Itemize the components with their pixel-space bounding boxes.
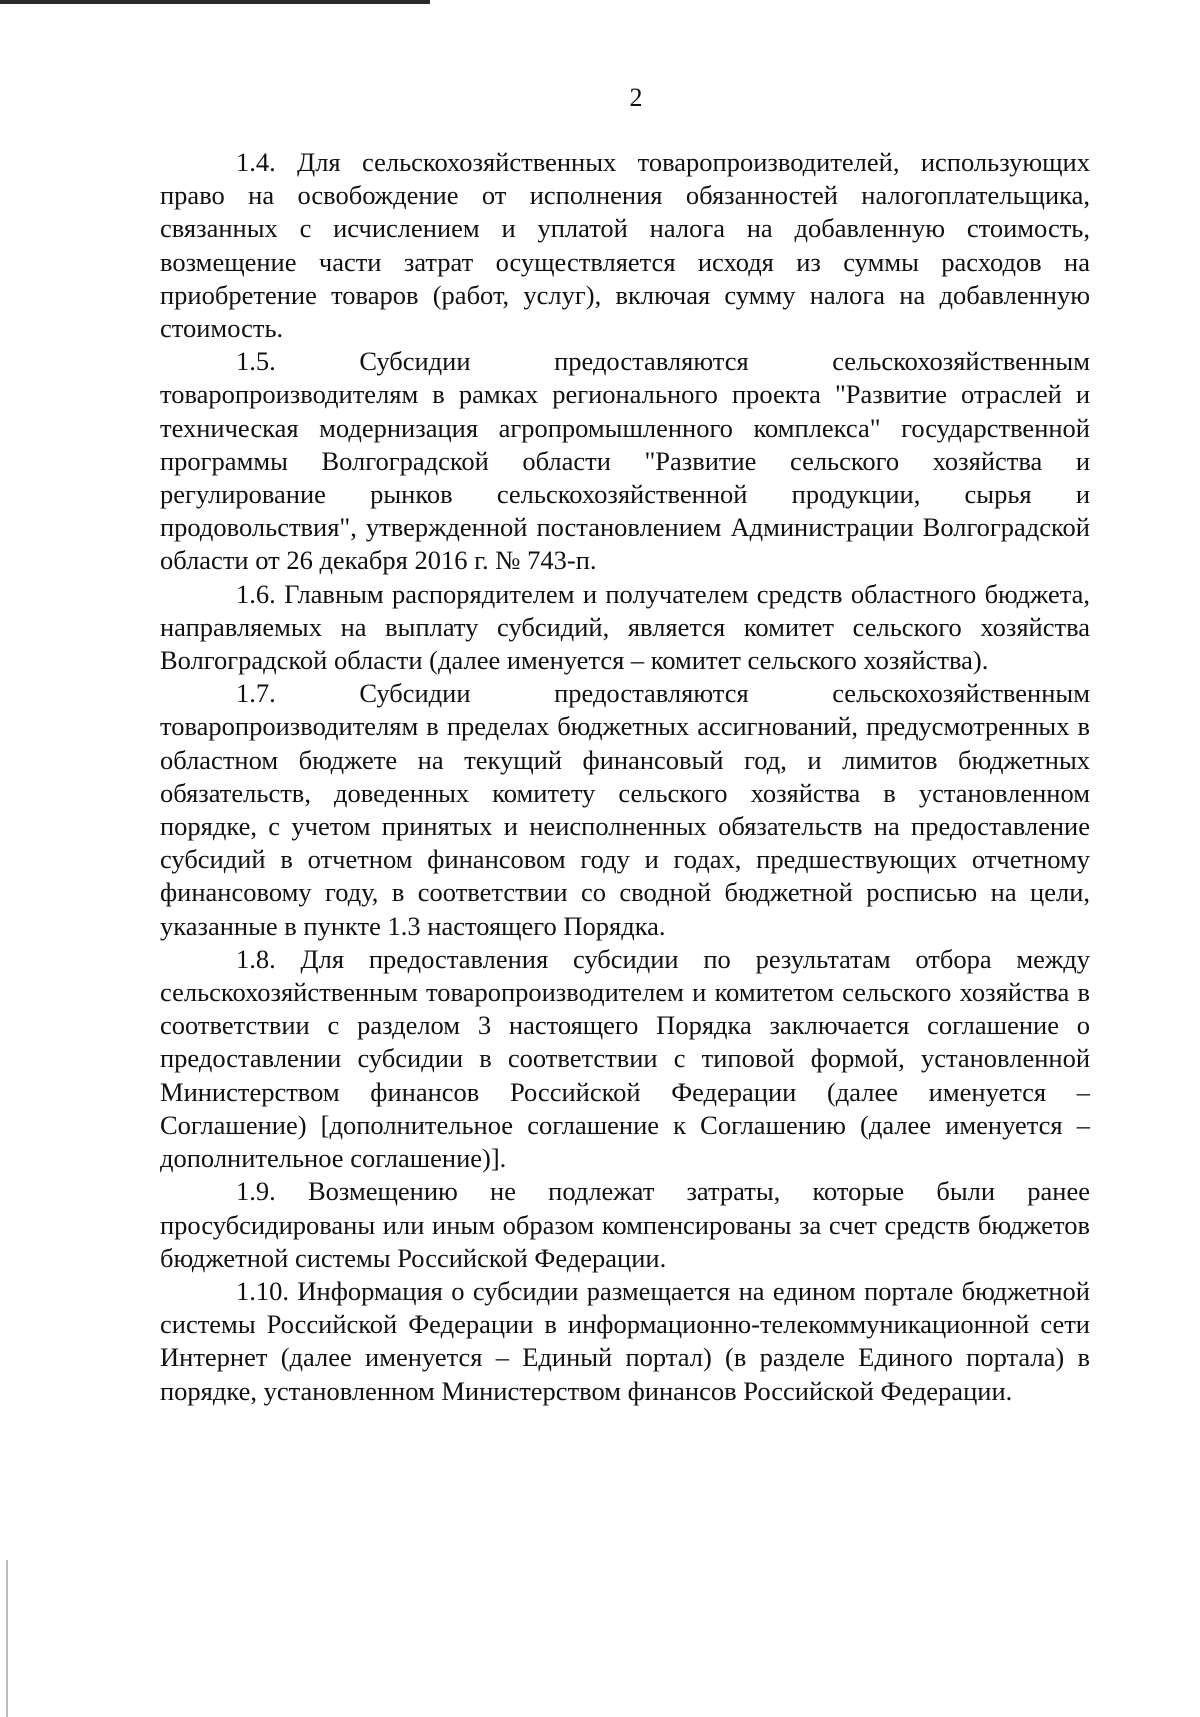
scan-edge-mark-left <box>6 1560 8 1717</box>
clause-1-8: 1.8. Для предоставления субсидии по результатам отбора между сельскохозяйственным товаропроизводителем и комитетом сельского хозяйства в соответствии с разделом 3 настоящего Порядка заключается соглашение о предоставлении субсидии в соответствии с типовой формой, установленной Министерством финансов Российской Федерации (далее именуется – Соглашение) [дополнительное соглашение к Соглашению (далее именуется – дополнительное соглашение)]. <box>160 943 1090 1174</box>
clause-1-6: 1.6. Главным распорядителем и получателем средств областного бюджета, направляемых на выплату субсидий, является комитет сельского хозяйства Волгоградской области (далее именуется – комитет сельского хозяйства). <box>160 578 1090 676</box>
page-number: 2 <box>629 83 643 112</box>
clause-1-7: 1.7. Субсидии предоставляются сельскохозяйственным товаропроизводителям в пределах бюджетных ассигнований, предусмотренных в областном бюджете на текущий финансовый год, и лимитов бюджетных обязательств, доведенных комитету сельского хозяйства в установленном порядке, с учетом принятых и неисполненных обязательств на предоставление субсидий в отчетном финансовом году и годах, предшествующих отчетному финансовому году, в соответствии со сводной бюджетной росписью на цели, указанные в пункте 1.3 настоящего Порядка. <box>160 678 1090 941</box>
scan-edge-mark-top <box>0 0 430 4</box>
clause-1-10: 1.10. Информация о субсидии размещается на едином портале бюджетной системы Российской Федерации в информационно-телекоммуникационной сети Интернет (далее именуется – Единый портал) (в разделе Единого портала) в порядке, установленном Министерством финансов Российской Федерации. <box>160 1275 1090 1406</box>
clause-1-5: 1.5. Субсидии предоставляются сельскохозяйственным товаропроизводителям в рамках регионального проекта "Развитие отраслей и техническая модернизация агропромышленного комплекса" государственной программы Волгоградской области "Развитие сельского хозяйства и регулирование рынков сельскохозяйственной продукции, сырья и продовольствия", утвержденной постановлением Администрации Волгоградской области от 26 декабря 2016 г. № 743-п. <box>160 346 1090 576</box>
document-page <box>160 80 1090 1408</box>
clause-1-9: 1.9. Возмещению не подлежат затраты, которые были ранее просубсидированы или иным образом компенсированы за счет средств бюджетов бюджетной системы Российской Федерации. <box>160 1176 1090 1273</box>
clause-1-4: 1.4. Для сельскохозяйственных товаропроизводителей, использующих право на освобождение от исполнения обязанностей налогоплательщика, связанных с исчислением и уплатой налога на добавленную стоимость, возмещение части затрат осуществляется исходя из суммы расходов на приобретение товаров (работ, услуг), включая сумму налога на добавленную стоимость. <box>160 147 1090 344</box>
